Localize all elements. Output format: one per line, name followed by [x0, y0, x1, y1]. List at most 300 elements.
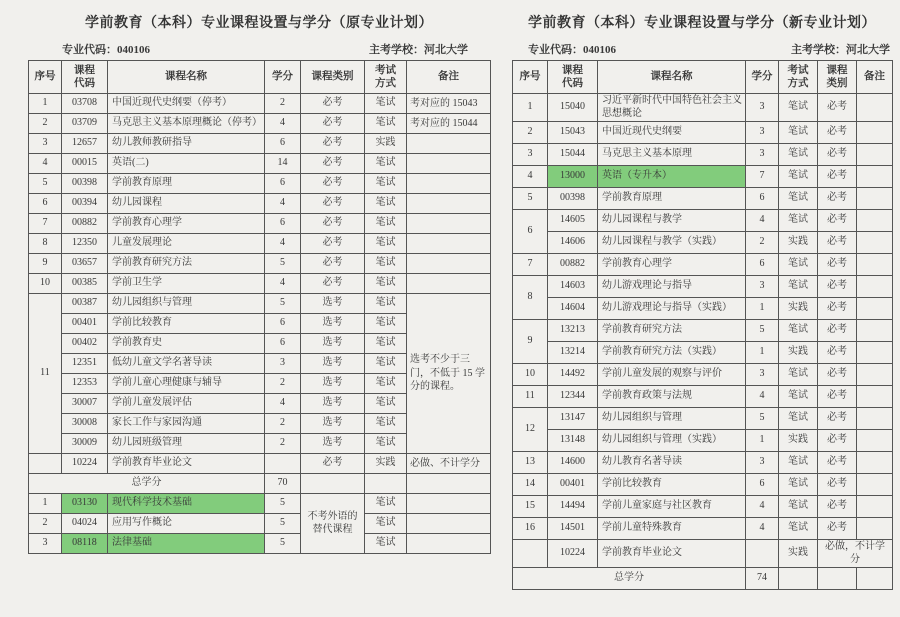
col-header-no: 序号: [29, 61, 62, 94]
cell-name: 学前教育原理: [108, 174, 265, 194]
cell-exam: 笔试: [779, 210, 818, 232]
course-row: [513, 364, 893, 386]
cell-note: [857, 122, 893, 144]
cell-exam: 笔试: [779, 320, 818, 342]
course-row: [513, 518, 893, 540]
original-major-code: 专业代码：040106: [62, 44, 150, 56]
cell-name: 学前卫生学: [108, 274, 265, 294]
total-credits-cell: 74: [746, 568, 779, 590]
cell-code: 12344: [548, 386, 598, 408]
cell-exam: 笔试: [779, 364, 818, 386]
cell-name: 学前教育原理: [598, 188, 746, 210]
cell-category: 选考: [301, 434, 365, 454]
cell-exam: 笔试: [779, 474, 818, 496]
cell-exam: 笔试: [365, 294, 407, 314]
cell-note: [857, 166, 893, 188]
cell-no: 13: [513, 452, 548, 474]
cell-credits: 5: [265, 534, 301, 554]
cell-credits: 1: [746, 430, 779, 452]
cell-name: 学前儿童发展评估: [108, 394, 265, 414]
cell-note: 考对应的 15044: [407, 114, 491, 134]
cell-credits: 5: [265, 514, 301, 534]
col-header-category: 课程 类别: [818, 61, 857, 94]
cell-code: 13214: [548, 342, 598, 364]
cell-note: 必做、不计学分: [407, 454, 491, 474]
original-plan-section: [28, 6, 490, 554]
cell-category: 必考: [818, 518, 857, 540]
col-header-exam: 考试 方式: [365, 61, 407, 94]
cell-exam: 笔试: [779, 122, 818, 144]
cell-category: 选考: [301, 354, 365, 374]
cell-exam: 笔试: [365, 514, 407, 534]
cell-credits: 6: [265, 314, 301, 334]
cell-exam: 笔试: [365, 94, 407, 114]
cell-credits: 4: [265, 234, 301, 254]
cell-category: 选考: [301, 394, 365, 414]
course-row: [29, 214, 491, 234]
cell-code: 15043: [548, 122, 598, 144]
cell-no: 16: [513, 518, 548, 540]
cell-name: 幼儿教师教研指导: [108, 134, 265, 154]
original-plan-title: 学前教育（本科）专业课程设置与学分（原专业计划）: [85, 16, 433, 31]
cell-name: 幼儿园课程: [108, 194, 265, 214]
cell-exam: 笔试: [779, 452, 818, 474]
cell-no: 4: [513, 166, 548, 188]
cell-name: 学前儿童心理健康与辅导: [108, 374, 265, 394]
col-header-note: 备注: [857, 61, 893, 94]
cell-code: 12657: [62, 134, 108, 154]
cell-exam: 笔试: [365, 334, 407, 354]
cell-category: [301, 474, 365, 494]
course-row: [513, 452, 893, 474]
cell-no: [513, 540, 548, 568]
cell-exam: 笔试: [779, 386, 818, 408]
cell-note: [857, 254, 893, 276]
cell-name: 幼儿园组织与管理（实践）: [598, 430, 746, 452]
original-plan-table: [28, 60, 491, 554]
cell-category: [818, 568, 857, 590]
cell-code: 00882: [62, 214, 108, 234]
cell-code: 14603: [548, 276, 598, 298]
cell-name: 学前比较教育: [108, 314, 265, 334]
cell-name: 幼儿园组织与管理: [598, 408, 746, 430]
cell-credits: 4: [265, 394, 301, 414]
course-row: [29, 534, 491, 554]
cell-no: 9: [29, 254, 62, 274]
cell-note: [407, 254, 491, 274]
cell-credits: 6: [265, 134, 301, 154]
total-label-cell: 总学分: [513, 568, 746, 590]
cell-no: 15: [513, 496, 548, 518]
col-header-exam: 考试 方式: [779, 61, 818, 94]
cell-credits: 5: [265, 494, 301, 514]
cell-code: 13000: [548, 166, 598, 188]
course-row: [513, 408, 893, 430]
cell-note: [857, 188, 893, 210]
cell-exam: 笔试: [779, 188, 818, 210]
cell-name: 学前教育研究方法: [598, 320, 746, 342]
cell-note: [407, 134, 491, 154]
cell-note: [407, 494, 491, 514]
cell-note: [857, 276, 893, 298]
cell-category: 选考: [301, 314, 365, 334]
cell-code: 00394: [62, 194, 108, 214]
course-row: [513, 122, 893, 144]
total-row: [513, 568, 893, 590]
original-plan-meta: [28, 41, 490, 57]
cell-category: 选考: [301, 294, 365, 314]
cell-code: 10224: [62, 454, 108, 474]
cell-credits: 5: [265, 294, 301, 314]
course-row: [513, 94, 893, 122]
cell-code: 00401: [62, 314, 108, 334]
course-row: [29, 134, 491, 154]
cell-category: 必考: [818, 298, 857, 320]
cell-note: [857, 496, 893, 518]
cell-name: 幼儿园班级管理: [108, 434, 265, 454]
cell-exam: 实践: [365, 134, 407, 154]
cell-no: 3: [29, 534, 62, 554]
cell-category: 必考: [818, 452, 857, 474]
cell-name: 幼儿园课程与教学: [598, 210, 746, 232]
cell-note: [857, 144, 893, 166]
cell-code: 00398: [548, 188, 598, 210]
cell-exam: 笔试: [365, 114, 407, 134]
cell-no: 14: [513, 474, 548, 496]
course-row: [29, 514, 491, 534]
cell-no: 7: [29, 214, 62, 234]
cell-note: [857, 408, 893, 430]
new-plan-table: [512, 60, 893, 590]
cell-exam: 笔试: [365, 534, 407, 554]
cell-note: [407, 174, 491, 194]
course-row: [513, 166, 893, 188]
cell-category: 必考: [301, 454, 365, 474]
cell-name: 法律基础: [108, 534, 265, 554]
cell-category: 必考: [301, 254, 365, 274]
cell-exam: [365, 474, 407, 494]
cell-credits: 2: [265, 94, 301, 114]
cell-credits: 3: [265, 354, 301, 374]
cell-note: [857, 232, 893, 254]
cell-name: 现代科学技术基础: [108, 494, 265, 514]
cell-credits: 6: [746, 188, 779, 210]
cell-note: [407, 534, 491, 554]
cell-code: 14494: [548, 496, 598, 518]
cell-no: 12: [513, 408, 548, 452]
cell-category: 必考: [818, 342, 857, 364]
cell-exam: 笔试: [779, 94, 818, 122]
cell-note: [857, 474, 893, 496]
cell-name: 英语(二): [108, 154, 265, 174]
cell-note: [407, 474, 491, 494]
col-header-name: 课程名称: [108, 61, 265, 94]
cell-credits: 3: [746, 276, 779, 298]
header-row: [513, 61, 893, 94]
cell-code: 03708: [62, 94, 108, 114]
cell-name: 习近平新时代中国特色社会主义思想概论: [598, 94, 746, 122]
cell-code: 00398: [62, 174, 108, 194]
cell-name: 家长工作与家园沟通: [108, 414, 265, 434]
cell-name: 中国近现代史纲要（停考）: [108, 94, 265, 114]
cell-exam: 笔试: [365, 274, 407, 294]
cell-code: 00882: [548, 254, 598, 276]
cell-exam: [779, 568, 818, 590]
course-row: [513, 232, 893, 254]
cell-credits: 1: [746, 342, 779, 364]
total-row: [29, 474, 491, 494]
cell-no: 4: [29, 154, 62, 174]
cell-category: 必考: [301, 174, 365, 194]
cell-exam: 笔试: [365, 394, 407, 414]
cell-exam: 笔试: [365, 194, 407, 214]
cell-name: 学前教育心理学: [108, 214, 265, 234]
course-row: [29, 114, 491, 134]
cell-category: 必考: [818, 94, 857, 122]
cell-exam: 笔试: [779, 496, 818, 518]
cell-name: 英语（专升本）: [598, 166, 746, 188]
cell-no: 10: [29, 274, 62, 294]
new-school: 主考学校：河北大学: [791, 44, 890, 56]
cell-name: 马克思主义基本原理概论（停考）: [108, 114, 265, 134]
new-plan-title: 学前教育（本科）专业课程设置与学分（新专业计划）: [528, 16, 876, 31]
cell-category: 不考外语的 替代课程: [301, 494, 365, 554]
cell-exam: 笔试: [365, 354, 407, 374]
cell-note: [407, 234, 491, 254]
cell-code: 12350: [62, 234, 108, 254]
cell-credits: 5: [746, 320, 779, 342]
cell-no: 5: [513, 188, 548, 210]
cell-note: [857, 210, 893, 232]
course-row: [513, 342, 893, 364]
cell-credits: 3: [746, 144, 779, 166]
cell-no: 8: [29, 234, 62, 254]
total-label-cell: 总学分: [29, 474, 265, 494]
cell-no: 2: [29, 114, 62, 134]
cell-category: 选考: [301, 374, 365, 394]
cell-credits: 5: [746, 408, 779, 430]
cell-exam: 笔试: [779, 276, 818, 298]
course-row: [29, 154, 491, 174]
cell-category: 必考: [301, 214, 365, 234]
col-header-note: 备注: [407, 61, 491, 94]
cell-credits: 3: [746, 364, 779, 386]
cell-no: 9: [513, 320, 548, 364]
course-row: [513, 496, 893, 518]
course-row: [29, 274, 491, 294]
new-major-code: 专业代码：040106: [528, 44, 616, 56]
cell-credits: 4: [265, 114, 301, 134]
cell-exam: 笔试: [779, 166, 818, 188]
course-row: [29, 254, 491, 274]
course-row: [513, 320, 893, 342]
cell-category: 必考: [818, 232, 857, 254]
cell-credits: 6: [746, 254, 779, 276]
cell-category: 必考: [301, 94, 365, 114]
cell-exam: 实践: [779, 540, 818, 568]
cell-name: 学前比较教育: [598, 474, 746, 496]
cell-name: 幼儿园组织与管理: [108, 294, 265, 314]
cell-credits: 2: [265, 434, 301, 454]
cell-name: 儿童发展理论: [108, 234, 265, 254]
cell-code: 15040: [548, 94, 598, 122]
col-header-code: 课程 代码: [62, 61, 108, 94]
cell-category: 必考: [301, 234, 365, 254]
cell-exam: 实践: [779, 232, 818, 254]
course-row: [513, 298, 893, 320]
cell-exam: 实践: [365, 454, 407, 474]
cell-no: 3: [29, 134, 62, 154]
cell-category: 必考: [818, 408, 857, 430]
cell-name: 低幼儿童文学名著导读: [108, 354, 265, 374]
cell-code: 12351: [62, 354, 108, 374]
cell-credits: 7: [746, 166, 779, 188]
cell-category: 必考: [818, 364, 857, 386]
cell-category: 必考: [301, 114, 365, 134]
col-header-no: 序号: [513, 61, 548, 94]
cell-exam: 笔试: [365, 174, 407, 194]
cell-credits: 3: [746, 94, 779, 122]
cell-name: 学前教育研究方法（实践）: [598, 342, 746, 364]
total-credits-cell: 70: [265, 474, 301, 494]
cell-code: 30009: [62, 434, 108, 454]
course-row: [513, 276, 893, 298]
cell-note: [857, 430, 893, 452]
cell-credits: 4: [746, 210, 779, 232]
cell-name: 学前儿童发展的观察与评价: [598, 364, 746, 386]
cell-exam: 实践: [779, 298, 818, 320]
cell-credits: [265, 454, 301, 474]
cell-credits: 4: [265, 274, 301, 294]
cell-code: 14605: [548, 210, 598, 232]
cell-credits: 1: [746, 298, 779, 320]
cell-category: 必考: [301, 274, 365, 294]
cell-credits: 4: [746, 386, 779, 408]
col-header-code: 课程 代码: [548, 61, 598, 94]
cell-no: 11: [513, 386, 548, 408]
cell-category: 必考: [818, 496, 857, 518]
cell-name: 学前教育政策与法规: [598, 386, 746, 408]
cell-no: 11: [29, 294, 62, 454]
cell-name: 学前儿童家庭与社区教育: [598, 496, 746, 518]
cell-note: [857, 364, 893, 386]
cell-no: 3: [513, 144, 548, 166]
cell-note: [407, 214, 491, 234]
cell-note: [857, 320, 893, 342]
cell-name: 应用写作概论: [108, 514, 265, 534]
cell-credits: 2: [265, 414, 301, 434]
cell-code: 14501: [548, 518, 598, 540]
cell-exam: 笔试: [365, 374, 407, 394]
cell-note: [407, 514, 491, 534]
cell-exam: 笔试: [779, 408, 818, 430]
cell-no: 7: [513, 254, 548, 276]
cell-category: 必考: [818, 188, 857, 210]
cell-category: 必考: [301, 154, 365, 174]
cell-code: 13147: [548, 408, 598, 430]
cell-category: 必考: [818, 144, 857, 166]
cell-category: 必考: [818, 386, 857, 408]
cell-name: 学前儿童特殊教育: [598, 518, 746, 540]
cell-no: 1: [29, 494, 62, 514]
cell-no: 10: [513, 364, 548, 386]
cell-category: 必考: [301, 194, 365, 214]
cell-category: 必考: [818, 166, 857, 188]
cell-credits: 6: [265, 334, 301, 354]
cell-credits: 14: [265, 154, 301, 174]
cell-name: 幼儿园课程与教学（实践）: [598, 232, 746, 254]
cell-no: 8: [513, 276, 548, 320]
cell-category: 选考: [301, 414, 365, 434]
cell-name: 幼儿游戏理论与指导: [598, 276, 746, 298]
cell-exam: 笔试: [365, 154, 407, 174]
cell-credits: 4: [746, 518, 779, 540]
cell-exam: 实践: [779, 342, 818, 364]
cell-category: 必考: [301, 134, 365, 154]
cell-note: [407, 194, 491, 214]
cell-credits: 4: [746, 496, 779, 518]
cell-name: 学前教育毕业论文: [108, 454, 265, 474]
cell-name: 幼儿教育名著导读: [598, 452, 746, 474]
cell-code: 04024: [62, 514, 108, 534]
cell-no: 1: [29, 94, 62, 114]
cell-code: 00401: [548, 474, 598, 496]
cell-note: [857, 518, 893, 540]
cell-exam: 笔试: [365, 214, 407, 234]
cell-credits: 6: [265, 214, 301, 234]
cell-credits: 5: [265, 254, 301, 274]
course-row: [513, 254, 893, 276]
course-row: [29, 294, 491, 314]
cell-code: 03130: [62, 494, 108, 514]
cell-code: 00402: [62, 334, 108, 354]
cell-code: 14604: [548, 298, 598, 320]
course-row: [513, 474, 893, 496]
course-row: [29, 94, 491, 114]
cell-code: 12353: [62, 374, 108, 394]
cell-category: 必考: [818, 430, 857, 452]
cell-category: 必考: [818, 254, 857, 276]
cell-code: 00387: [62, 294, 108, 314]
course-row: [29, 454, 491, 474]
cell-credits: 6: [265, 174, 301, 194]
cell-code: 30007: [62, 394, 108, 414]
cell-code: 14600: [548, 452, 598, 474]
cell-exam: 笔试: [779, 144, 818, 166]
cell-category: 必考: [818, 276, 857, 298]
cell-note: [857, 94, 893, 122]
cell-note: [857, 386, 893, 408]
cell-no: 6: [29, 194, 62, 214]
course-row: [513, 540, 893, 568]
cell-name: 马克思主义基本原理: [598, 144, 746, 166]
cell-name: 幼儿游戏理论与指导（实践）: [598, 298, 746, 320]
course-row: [29, 234, 491, 254]
course-row: [513, 210, 893, 232]
cell-code: 14492: [548, 364, 598, 386]
col-header-category: 课程类别: [301, 61, 365, 94]
cell-code: 10224: [548, 540, 598, 568]
cell-note: 考对应的 15043: [407, 94, 491, 114]
cell-exam: 笔试: [365, 494, 407, 514]
cell-category: 必考: [818, 320, 857, 342]
cell-exam: 笔试: [365, 234, 407, 254]
cell-credits: 3: [746, 122, 779, 144]
cell-category: 必考: [818, 122, 857, 144]
cell-code: 08118: [62, 534, 108, 554]
col-header-credits: 学分: [746, 61, 779, 94]
cell-note: [857, 568, 893, 590]
